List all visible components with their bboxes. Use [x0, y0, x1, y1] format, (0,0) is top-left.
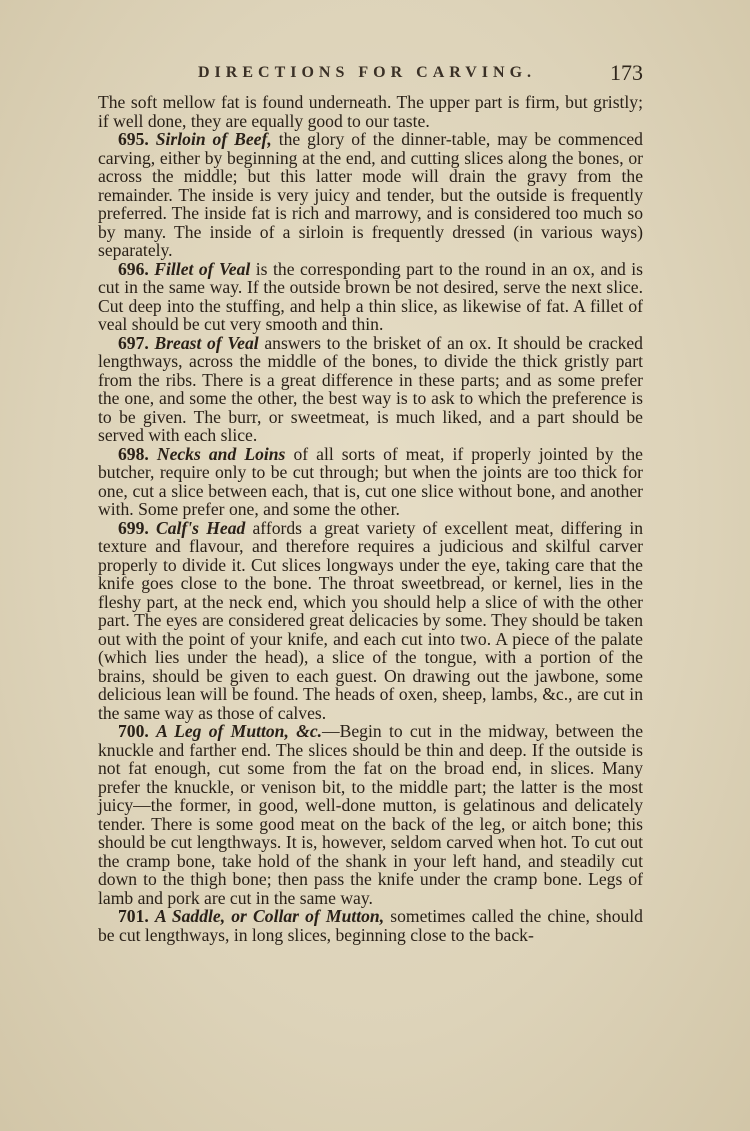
paragraph-title: A Leg of Mutton, &c. — [156, 721, 323, 741]
paragraph-number: 701. — [118, 906, 149, 926]
paragraph-body: the glory of the dinner-table, may be commenced carving, either by beginning at the end, and cutting slices along the bones, or across the middle; but this latter mode will drain the gravy from the remainder. The inside is very juicy and tender, but the outside is frequently preferred. The inside fat is rich and marrowy, and is considered too much so by many. The inside of a sirloin is frequently dressed (in various ways) separately. — [98, 129, 643, 260]
paragraph-701 — [98, 907, 643, 944]
paragraph-697 — [98, 334, 643, 445]
running-title: DIRECTIONS FOR CARVING. — [198, 64, 537, 81]
paragraph-number: 698. — [118, 443, 149, 464]
paragraph-body: —Begin to cut in the midway, between the knuckle and farther end. The slices should be thin and deep. If the outside is not fat enough, cut some from the fat on the broad end, in slices. Many prefer the knuckle, or venison bit, to the middle part; the latter is the most juicy—the former, in good, well-done mutton, is gelatinous and delicately tender. There is some good meat on the back of the leg, or aitch bone; this should be cut lengthways. It is, however, seldom carved when hot. To cut out the cramp bone, take hold of the shank in your left hand, and steadily cut down to the thigh bone; then pass the knife under the cramp bone. Legs of lamb and pork are cut in the same way. — [98, 721, 644, 908]
paragraph-number: 700. — [118, 721, 149, 741]
paragraph-number: 699. — [118, 517, 149, 538]
page-number: 173 — [610, 60, 643, 85]
paragraph-number: 696. — [118, 258, 149, 279]
paragraph-body: answers to the brisket of an ox. It should be cracked lengthways, across the middle of the bones, to divide the thick gristly part from the ribs. There is a great difference in these parts; and as some prefer the one, and some the other, the best way is to ask to which the preference is to be given. The burr, or sweetmeat, is much liked, and a part should be served with each slice. — [98, 332, 643, 445]
paragraph-number: 695. — [118, 129, 149, 149]
paragraph-body: of all sorts of meat, if properly jointed by the butcher, require only to be cut through; but when the joints are too thick for one, cut a slice between each, that is, cut one slice without bone, and another with. Some prefer one, and some the other. — [98, 443, 643, 519]
paragraph-700 — [98, 722, 643, 907]
paragraph-body: affords a great variety of excellent meat, differing in texture and flavour, and therefore requires a judicious and skilful carver properly to divide it. Cut slices longways under the eye, taking care that the knife goes close to the bone. The throat sweetbread, or kernel, lies in the fleshy part, at the neck end, which you should help a slice of with the other part. The eyes are considered great delicacies by some. They should be taken out with the point of your knife, and each cut into two. A piece of the palate (which lies under the head), a slice of the tongue, with a portion of the brains, should be given to each guest. On drawing out the jawbone, some delicious lean will be found. The heads of oxen, sheep, lambs, &c., are cut in the same way as those of calves. — [98, 517, 644, 723]
paragraph-696 — [98, 260, 643, 334]
paragraph-695 — [98, 130, 643, 260]
paragraph-title: Calf's Head — [156, 517, 246, 538]
paragraph-title: Fillet of Veal — [154, 258, 251, 279]
paragraph-title: A Saddle, or Collar of Mutton, — [154, 906, 385, 926]
paragraph-body: is the corresponding part to the round in an ox, and is cut in the same way. If the outside brown be not desired, serve the next slice. Cut deep into the stuffing, and help a thin slice, as likewise of fat. A fillet of veal should be cut very smooth and thin. — [98, 258, 644, 334]
paragraph-title: Necks and Loins — [156, 443, 286, 464]
paragraph-body: The soft mellow fat is found underneath. The upper part is firm, but gristly; if well done, they are equally good to our taste. — [98, 92, 643, 131]
body-text — [98, 93, 643, 944]
page-header — [98, 60, 643, 90]
paragraph-body: sometimes called the chine, should be cut lengthways, in long slices, beginning close to the back- — [98, 906, 643, 945]
paragraph-699 — [98, 519, 643, 723]
paragraph-number: 697. — [118, 332, 149, 353]
paragraph-title: Sirloin of Beef, — [155, 129, 272, 149]
paragraph-continuation — [98, 93, 643, 130]
paragraph-title: Breast of Veal — [154, 332, 259, 353]
paragraph-698 — [98, 445, 643, 519]
